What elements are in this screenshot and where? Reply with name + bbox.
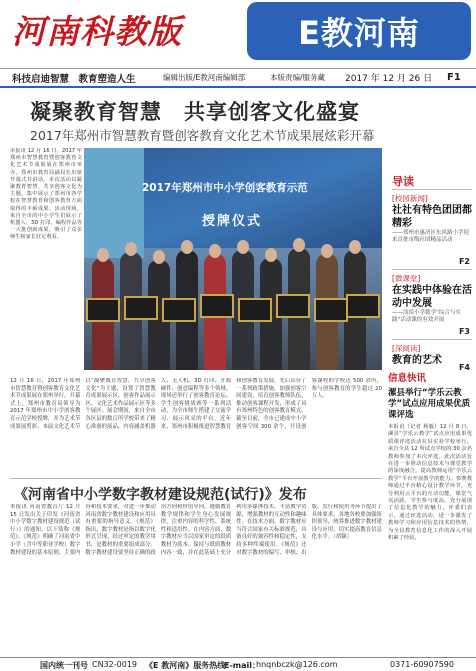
award-plaque: [238, 298, 272, 322]
guide-tag: [校园新闻]: [392, 194, 428, 203]
guide-page-ref: F3: [458, 327, 470, 336]
footer-email-label: E-mail：: [224, 661, 261, 670]
person-head: [153, 250, 165, 264]
second-article-headline: 《河南省中小学数字教材建设规范(试行)》发布: [14, 487, 307, 503]
newspaper-title: 河南科教版: [12, 12, 182, 51]
guide-item-title[interactable]: 社社有特色团团都精彩: [392, 205, 472, 229]
responsible-editor: 本版责编/服务藏: [270, 73, 326, 82]
page-number: F1: [447, 72, 461, 83]
award-plaque: [346, 294, 380, 318]
main-article-body: 12 月 16 日，2017 年郑州市智慧教育暨创客教育文化艺术节成果展在郑州举行。开幕式上，郑州市教育局领导为 2017 年郑州市中小学创客教育示范学校授牌，并为艺术节成果展剪彩。本届文化艺术节以“凝聚教育智慧，共享创客文化”为主题，设置了智慧教育成果展示区、创客作品展示区、文化艺术作品展示区等多个展区。展会期间，来自全市各区县的数百所学校带来了精心准备的展品，内容涵盖机器人、无人机、3D 打印、开源硬件、创意编程等多个领域。现场还举行了创客教育论坛、学生创客挑战赛等一系列活动，为全市师生搭建了交流学习、展示风采的平台。近年来，郑州市积极推进智慧教育和创客教育发展，先后出台了一系列政策措施，加强创客空间建设，培育创客教师队伍，推动创客课程开发，形成了具有郑州特色的创客教育模式。截至目前，全市已建成中小学创客空间 300 余个，开设创客课程的学校达 500 余所，参与创客教育的学生超过 20 万人。: [10, 378, 382, 430]
person-head: [97, 248, 109, 262]
intro-text: 本报讯 12 月 16 日，2017 年郑州市智慧教育暨创客教育文化艺术节成果展在郑州市举办。郑州市教育局副局长出席开幕式并讲话。本次活动以凝聚教育智慧、共享创客文化为主题，集中展示了郑州市各学校在智慧教育和创客教育方面取得的丰硕成果。活动现场，来自全市的中小学生们展示了机器人、3D 打印、编程作品等一大批创新成果，吸引了众多师生和家长驻足观看。: [10, 148, 82, 241]
main-headline: 凝聚教育智慧 共享创客文化盛宴: [30, 100, 360, 124]
person-head: [349, 240, 361, 254]
footer-email[interactable]: hnqnbczk@126.com: [256, 660, 338, 669]
award-plaque: [124, 296, 158, 320]
person-head: [181, 240, 193, 254]
guide-column: [392, 165, 472, 375]
photo-backdrop-side: [84, 148, 144, 258]
guide-item-desc: ——浅谈小学数学“综合与实践”活动课的有效开展: [392, 310, 461, 323]
footer-tel: 0371-60907590: [390, 660, 454, 669]
award-plaque: [276, 294, 310, 318]
guide-divider: [392, 189, 472, 190]
guide-tag: [微课堂]: [392, 274, 421, 283]
guide-section[interactable]: [392, 193, 472, 244]
person-head: [237, 240, 249, 254]
issue-date: 2017 年 12 月 26 日: [345, 74, 433, 84]
footer-tel-label: 《E 教河南》服务热线：: [145, 661, 234, 670]
guide-title: 导读: [392, 175, 414, 188]
news-flash: [388, 370, 472, 655]
guide-page-ref: F4: [458, 363, 470, 372]
guide-tag: [深阅读]: [392, 344, 421, 353]
guide-divider: [392, 339, 472, 340]
news-flash-title: 信息快讯: [388, 373, 427, 384]
news-flash-headline: 漯县举行“学乐云教学”试点应用成果优质课评选: [388, 388, 471, 420]
guide-item-title[interactable]: 在实践中体验在活动中发展: [392, 285, 472, 309]
guide-divider: [392, 269, 472, 270]
section-divider: [10, 478, 382, 479]
guide-item-title[interactable]: 教育的艺术: [392, 355, 442, 366]
photo-banner-text: 2017年郑州市中小学创客教育示范: [142, 182, 308, 194]
page-footer: [0, 657, 476, 671]
person-head: [125, 242, 137, 256]
masthead: [0, 0, 476, 66]
info-bar: [0, 68, 476, 88]
award-plaque: [86, 298, 120, 322]
footer-cn: CN32-0019: [92, 660, 137, 669]
person-head: [293, 238, 305, 252]
guide-section[interactable]: [392, 273, 472, 324]
sub-headline: 2017年郑州市智慧教育暨创客教育文化艺术节成果展炫彩开幕: [30, 128, 375, 143]
second-article-body: 本报讯 河南省教育厅 12 月 15 日发出关于印发《河南省中小学数字教材建设规范（试行）》的通知，以下简称《规范》。《规范》明确了河南省中小学（含中等职业学校）数字教材建设的基本原则、主要内容和技术要求，对进一步推动河南省数字教材建设和应用具有重要的指导意义。《规范》指出，数字教材是指以数字化形式呈现、经过审定的教学用书，是教材的重要组成部分。数字教材建设要坚持正确的政治方向和价值导向，遵循教育教学规律和学生身心发展规律，注重内容的科学性、系统性和适用性。在内容方面，数字教材应当以国家审定的纸质教材为蓝本，保持与纸质教材内容一致，并在此基础上充分利用多媒体技术，丰富教学资源，增强教材的互动性和趣味性。在技术方面，数字教材应当符合国家有关标准规范，具备良好的兼容性和稳定性，支持多种终端使用。《规范》还对数字教材的编写、审核、出版、发行和使用等环节提出了具体要求。各地各校要加强组织领导，统筹推进数字教材建设与应用，切实提高教育信息化水平。（胡颖）: [10, 504, 382, 556]
news-flash-body: 本报讯（记者 杨毅）12 月 8 日，漯县“学乐云教学”试点应用成果优质课评选活动在县实验学校举行。来自全县 12 所试点学校的 30 余名教师参加了本次评选。此次活动旨在进一步推动信息技术与课堂教学的深度融合，提高教师运用“学乐云教学”平台开展教学的能力。参赛教师通过平台精心设计教学环节，充分利用云平台的互动功能，课堂气氛活跃，学生参与度高，充分展现了信息化教学的魅力。评委们表示，通过评选活动，进一步激发了教师学习和应用信息技术的热情，为全县教育信息化工作的深入开展积累了经验。: [388, 424, 472, 542]
person-head: [321, 244, 333, 258]
award-plaque: [162, 298, 196, 322]
footer-cn-label: 国内统一刊号: [40, 661, 88, 670]
award-plaque: [200, 294, 234, 318]
photo-banner-caption: 授牌仪式: [202, 214, 263, 229]
event-photo: [84, 148, 382, 370]
brand-logo: E教河南: [247, 2, 471, 60]
person-head: [209, 244, 221, 258]
editors-info: 编辑出版/E教河南编辑部: [163, 73, 246, 82]
guide-item-desc: ——郑州市惠济区东风路小学迎来首批市级社团精品活动: [392, 230, 470, 243]
person-head: [265, 248, 277, 262]
award-plaque: [314, 298, 348, 322]
guide-page-ref: F2: [458, 257, 470, 266]
slogan: 科技启迪智慧 教育塑造人生: [12, 73, 136, 85]
